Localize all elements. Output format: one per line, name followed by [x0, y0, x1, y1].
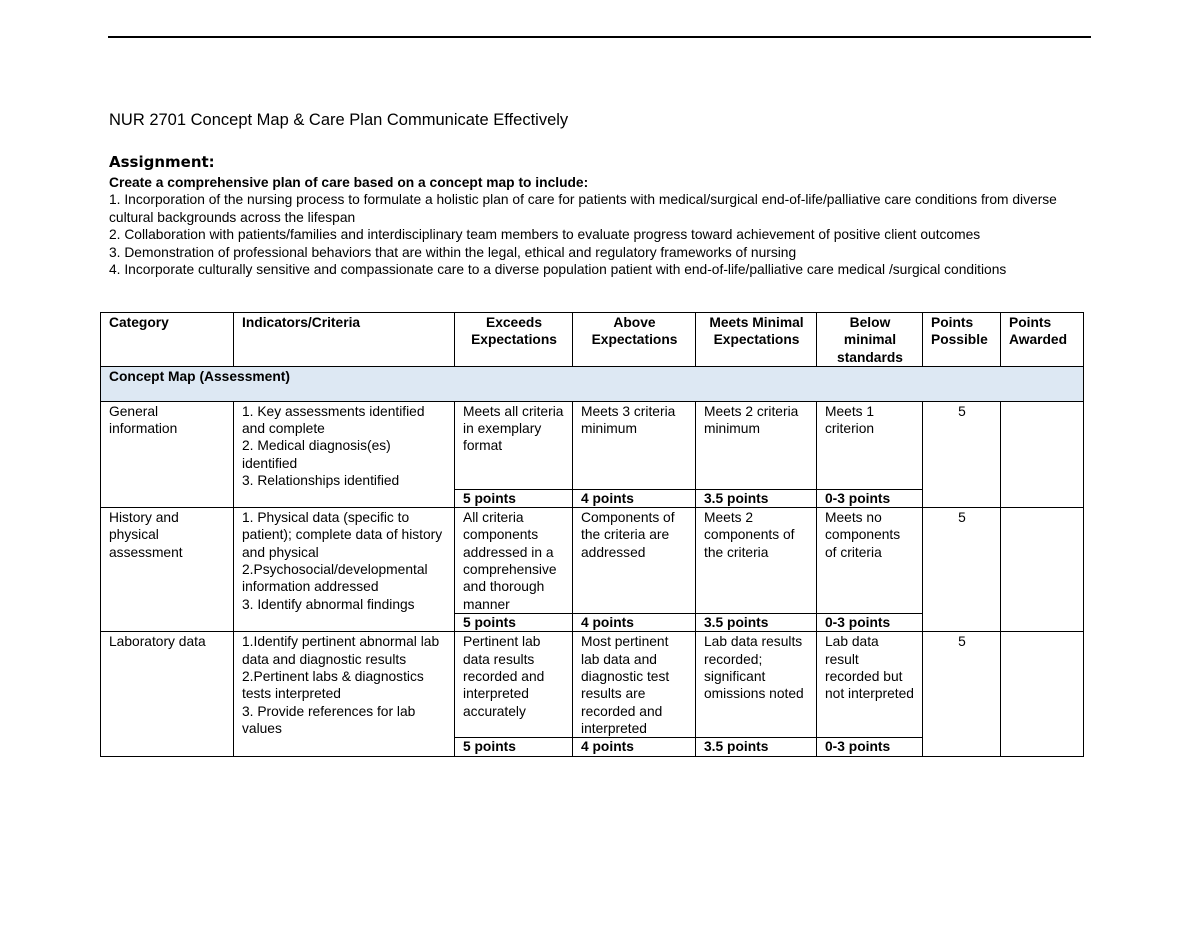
assignment-item: 4. Incorporate culturally sensitive and compassionate care to a diverse population patient with end-of-life/palliative care medical /surgical conditions — [109, 262, 1007, 278]
header-rule — [108, 36, 1091, 38]
criteria-cell — [234, 632, 455, 756]
category-cell: General information — [101, 401, 234, 507]
criteria-line: 3. Provide references for lab values — [242, 703, 416, 736]
points-awarded-cell — [1001, 401, 1084, 507]
points-label: 3.5 points — [696, 738, 817, 756]
criteria-line: 1.Identify pertinent abnormal lab data and diagnostic results — [242, 634, 440, 667]
category-cell: History and physical assessment — [101, 508, 234, 632]
points-label: 0-3 points — [817, 489, 923, 507]
criteria-line: 2.Psychosocial/developmental information addressed — [242, 562, 428, 595]
above-cell: Meets 3 criteria minimum — [573, 401, 696, 489]
column-header-exceeds: Exceeds Expectations — [455, 313, 573, 367]
below-cell: Meets 1 criterion — [817, 401, 923, 489]
points-label: 0-3 points — [817, 738, 923, 756]
section-title: Concept Map (Assessment) — [101, 366, 1084, 401]
points-label: 3.5 points — [696, 489, 817, 507]
assignment-item: 2. Collaboration with patients/families and interdisciplinary team members to evaluate progress toward achievement of positive client outcomes — [109, 227, 981, 243]
below-cell: Meets no components of criteria — [817, 508, 923, 614]
criteria-line: 3. Identify abnormal findings — [242, 596, 415, 612]
section-row — [101, 366, 1084, 401]
exceeds-cell: Meets all criteria in exemplary format — [455, 401, 573, 489]
criteria-line: 3. Relationships identified — [242, 473, 400, 489]
rubric-table — [100, 312, 1084, 757]
header-row — [101, 313, 1084, 367]
meets-cell: Lab data results recorded; significant omissions noted — [696, 632, 817, 738]
points-awarded-cell — [1001, 632, 1084, 756]
points-possible-cell: 5 — [923, 632, 1001, 756]
exceeds-cell: All criteria components addressed in a comprehensive and thorough manner — [455, 508, 573, 614]
criteria-line: 1. Key assessments identified and complete — [242, 403, 425, 437]
points-awarded-cell — [1001, 508, 1084, 632]
column-header-above: Above Expectations — [573, 313, 696, 367]
criteria-line: 2.Pertinent labs & diagnostics tests interpreted — [242, 669, 424, 702]
points-label: 4 points — [573, 738, 696, 756]
points-label: 4 points — [573, 614, 696, 632]
above-cell: Components of the criteria are addressed — [573, 508, 696, 614]
points-possible-cell: 5 — [923, 508, 1001, 632]
below-cell: Lab data result recorded but not interpreted — [817, 632, 923, 738]
above-cell: Most pertinent lab data and diagnostic test results are recorded and interpreted — [573, 632, 696, 738]
category-cell: Laboratory data — [101, 632, 234, 756]
column-header-points-possible: Points Possible — [923, 313, 1001, 367]
table-row — [101, 508, 1084, 614]
assignment-item: 3. Demonstration of professional behaviors that are within the legal, ethical and regulatory frameworks of nursing — [109, 244, 797, 260]
criteria-cell — [234, 401, 455, 507]
points-label: 0-3 points — [817, 614, 923, 632]
assignment-heading: Assignment: — [109, 153, 215, 171]
exceeds-cell: Pertinent lab data results recorded and interpreted accurately — [455, 632, 573, 738]
criteria-cell — [234, 508, 455, 632]
points-label: 4 points — [573, 489, 696, 507]
criteria-line: 2. Medical diagnosis(es) identified — [242, 438, 391, 471]
points-label: 5 points — [455, 614, 573, 632]
criteria-line: 1. Physical data (specific to patient); complete data of history and physical — [242, 510, 443, 560]
column-header-category: Category — [101, 313, 234, 367]
column-header-meets: Meets Minimal Expectations — [696, 313, 817, 367]
table-row — [101, 632, 1084, 738]
document-title: NUR 2701 Concept Map & Care Plan Communicate Effectively — [109, 111, 569, 129]
meets-cell: Meets 2 criteria minimum — [696, 401, 817, 489]
table-row — [101, 401, 1084, 489]
points-possible-cell: 5 — [923, 401, 1001, 507]
points-label: 3.5 points — [696, 614, 817, 632]
column-header-below: Below minimal standards — [817, 313, 923, 367]
column-header-criteria: Indicators/Criteria — [234, 313, 455, 367]
column-header-points-awarded: Points Awarded — [1001, 313, 1084, 367]
points-label: 5 points — [455, 738, 573, 756]
assignment-description — [109, 174, 1084, 278]
points-label: 5 points — [455, 489, 573, 507]
assignment-item: 1. Incorporation of the nursing process to formulate a holistic plan of care for patients with medical/surgical end-of-life/palliative care conditions from diverse cultural backgrounds across the lifespan — [109, 192, 1057, 225]
meets-cell: Meets 2 components of the criteria — [696, 508, 817, 614]
assignment-lead: Create a comprehensive plan of care based on a concept map to include: — [109, 175, 589, 190]
